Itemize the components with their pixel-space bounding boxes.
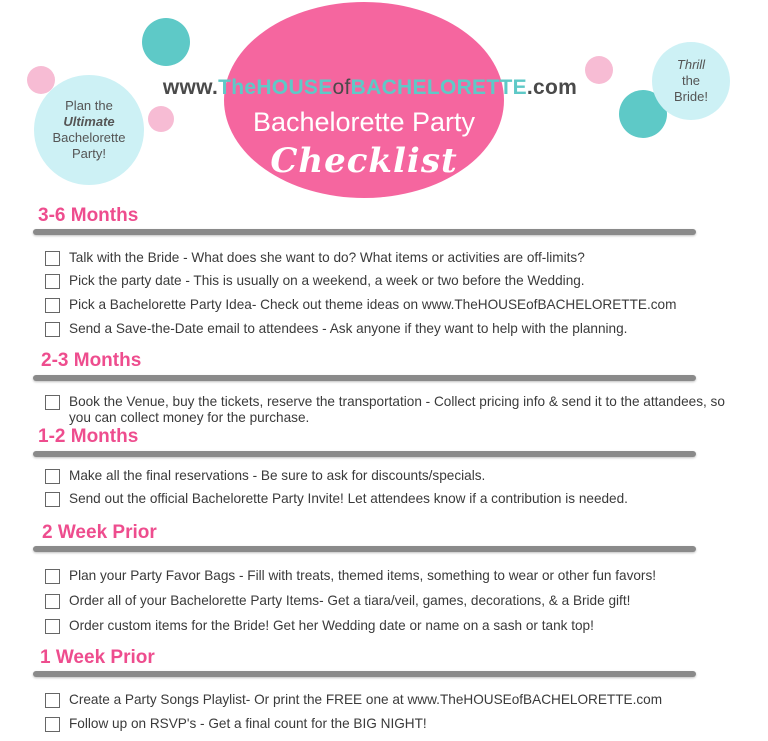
section-divider [33,671,696,677]
url-brand-1: TheHOUSE [218,76,333,99]
url-prefix: www. [162,76,219,99]
decor-teal-circle-top [142,18,190,66]
checklist-item [45,593,745,609]
item-text: Order all of your Bachelorette Party Items- Get a tiara/veil, games, decorations, & a Bride gift! [69,593,631,608]
section-divider [33,451,696,457]
checklist-item [45,491,745,507]
checkbox[interactable] [45,251,60,266]
section-divider [33,375,696,381]
checklist-item [45,618,745,634]
checklist-item [45,273,745,289]
bubble-left-line3: Bachelorette [52,130,126,145]
checklist-item [45,568,745,584]
item-text: Create a Party Songs Playlist- Or print the FREE one at www.TheHOUSEofBACHELORETTE.com [69,692,663,707]
bubble-right-line1: Thrill [676,57,706,72]
item-text: Pick a Bachelorette Party Idea- Check out theme ideas on www.TheHOUSEofBACHELORETTE.com [69,297,677,312]
checklist-item [45,716,745,732]
checkbox[interactable] [45,274,60,289]
item-text: Make all the final reservations - Be sure to ask for discounts/specials. [69,468,486,483]
section-title-1-2-months: 1-2 Months [38,426,139,447]
checkbox[interactable] [45,298,60,313]
bubble-left-line2: Ultimate [63,114,115,129]
page-subtitle-checklist: Checklist [270,141,458,181]
checklist-item [45,297,745,313]
checkbox[interactable] [45,693,60,708]
section-title-1-week-prior: 1 Week Prior [40,647,155,668]
checkbox[interactable] [45,619,60,634]
url-brand-3: BACHELORETTE [350,76,527,99]
item-text: Plan your Party Favor Bags - Fill with treats, themed items, something to wear or other fun favors! [69,568,657,583]
section-divider [33,546,696,552]
item-text: Book the Venue, buy the tickets, reserve the transportation - Collect pricing info & send it to the attandees, so you can collect money for the purchase. [69,394,725,425]
checklist-item [45,250,745,266]
checkbox[interactable] [45,322,60,337]
bubble-left-line4: Party! [72,146,106,161]
section-title-2-week-prior: 2 Week Prior [42,522,157,543]
checklist-item [45,692,745,708]
checkbox[interactable] [45,395,60,410]
item-text: Talk with the Bride - What does she want to do? What items or activities are off-limits? [69,250,585,265]
item-text: Pick the party date - This is usually on a weekend, a week or two before the Wedding. [69,273,585,288]
decor-pink-dot-mid [148,106,174,132]
checkbox[interactable] [45,569,60,584]
item-text: Send out the official Bachelorette Party Invite! Let attendees know if a contribution is needed. [69,491,628,506]
site-url [0,76,768,100]
item-text: Follow up on RSVP's - Get a final count for the BIG NIGHT! [69,716,427,731]
url-suffix: .com [526,76,578,99]
checkbox[interactable] [45,469,60,484]
bubble-right-line2: the [681,73,701,88]
checkbox[interactable] [45,594,60,609]
checkbox[interactable] [45,492,60,507]
item-text: Send a Save-the-Date email to attendees - Ask anyone if they want to help with the planning. [69,321,628,336]
bubble-left-line1: Plan the [65,98,113,113]
checkbox[interactable] [45,717,60,732]
item-text: Order custom items for the Bride! Get her Wedding date or name on a sash or tank top! [69,618,594,633]
section-title-2-3-months: 2-3 Months [41,350,142,371]
section-divider [33,229,696,235]
section-title-3-6-months: 3-6 Months [38,205,139,226]
url-brand-2: of [332,76,351,99]
checklist-item [45,321,745,337]
bubble-right-line3: Bride! [674,89,708,104]
checklist-item [45,394,745,426]
page-title: Bachelorette Party [252,107,476,137]
checklist-item [45,468,745,484]
